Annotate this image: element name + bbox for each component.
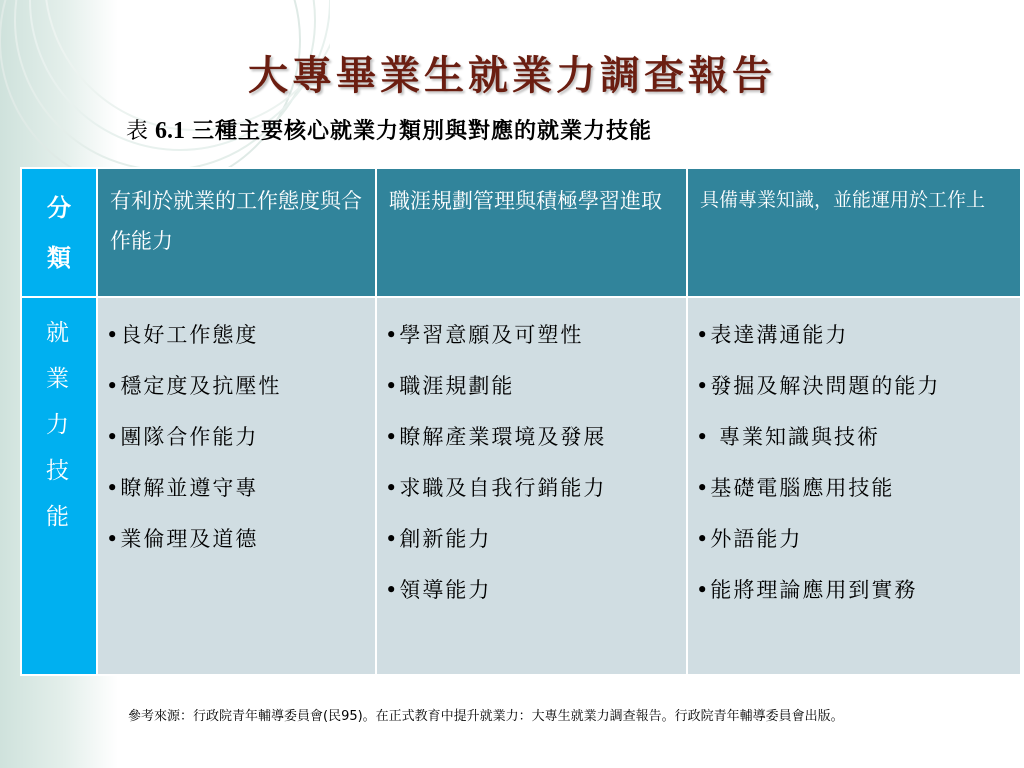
skill-item: •外語能力 xyxy=(696,527,803,551)
header-category-label: 分 類 xyxy=(47,194,71,272)
skill-item: •職涯規劃能 xyxy=(385,374,515,398)
skill-item: •穩定度及抗壓性 xyxy=(106,374,282,398)
table-header-row xyxy=(21,168,1021,297)
skill-item: •發掘及解決問題的能力 xyxy=(696,374,941,398)
skills-list-career xyxy=(377,298,686,616)
skill-item: •良好工作態度 xyxy=(106,323,259,347)
header-cell-attitude xyxy=(97,168,376,297)
header-cell-career xyxy=(376,168,687,297)
row-category-cell xyxy=(21,297,97,675)
header-label-attitude: 有利於就業的工作態度與合作能力 xyxy=(110,189,362,253)
skill-item: •求職及自我行銷能力 xyxy=(385,476,607,500)
skill-item: •能將理論應用到實務 xyxy=(696,578,918,602)
header-cell-professional xyxy=(687,168,1021,297)
table-caption xyxy=(126,114,652,145)
row-category-label: 就 業 力 技 能 xyxy=(46,320,69,530)
skills-cell-attitude xyxy=(97,297,376,675)
skill-item: •表達溝通能力 xyxy=(696,323,849,347)
header-label-professional: 具備專業知識，並能運用於工作上 xyxy=(700,189,986,211)
caption-prefix: 表 xyxy=(126,119,149,144)
skill-item: •學習意願及可塑性 xyxy=(385,323,584,347)
skills-cell-professional xyxy=(687,297,1021,675)
skill-item: •領導能力 xyxy=(385,578,492,602)
header-label-career: 職涯規劃管理與積極學習進取 xyxy=(389,189,662,213)
skills-list-attitude xyxy=(98,298,375,565)
table-body-row xyxy=(21,297,1021,675)
skill-item: •基礎電腦應用技能 xyxy=(696,476,895,500)
header-category-cell xyxy=(21,168,97,297)
source-footnote: 參考來源：行政院青年輔導委員會(民95)。在正式教育中提升就業力：大專生就業力調查報告。行政院青年輔導委員會出版。 xyxy=(128,709,844,724)
skill-item: •團隊合作能力 xyxy=(106,425,259,449)
skill-item: •創新能力 xyxy=(385,527,492,551)
caption-number: 6.1 xyxy=(155,118,186,144)
skill-item: •瞭解產業環境及發展 xyxy=(385,425,607,449)
skills-table xyxy=(20,167,1022,676)
skills-cell-career xyxy=(376,297,687,675)
skill-item: •瞭解並遵守專 xyxy=(106,476,259,500)
skill-item: • 專業知識與技術 xyxy=(696,425,881,449)
page-title: 大專畢業生就業力調查報告 xyxy=(248,52,776,99)
skills-list-professional xyxy=(688,298,1020,616)
skill-item: •業倫理及道德 xyxy=(106,527,259,551)
caption-text: 三種主要核心就業力類別與對應的就業力技能 xyxy=(192,118,653,144)
